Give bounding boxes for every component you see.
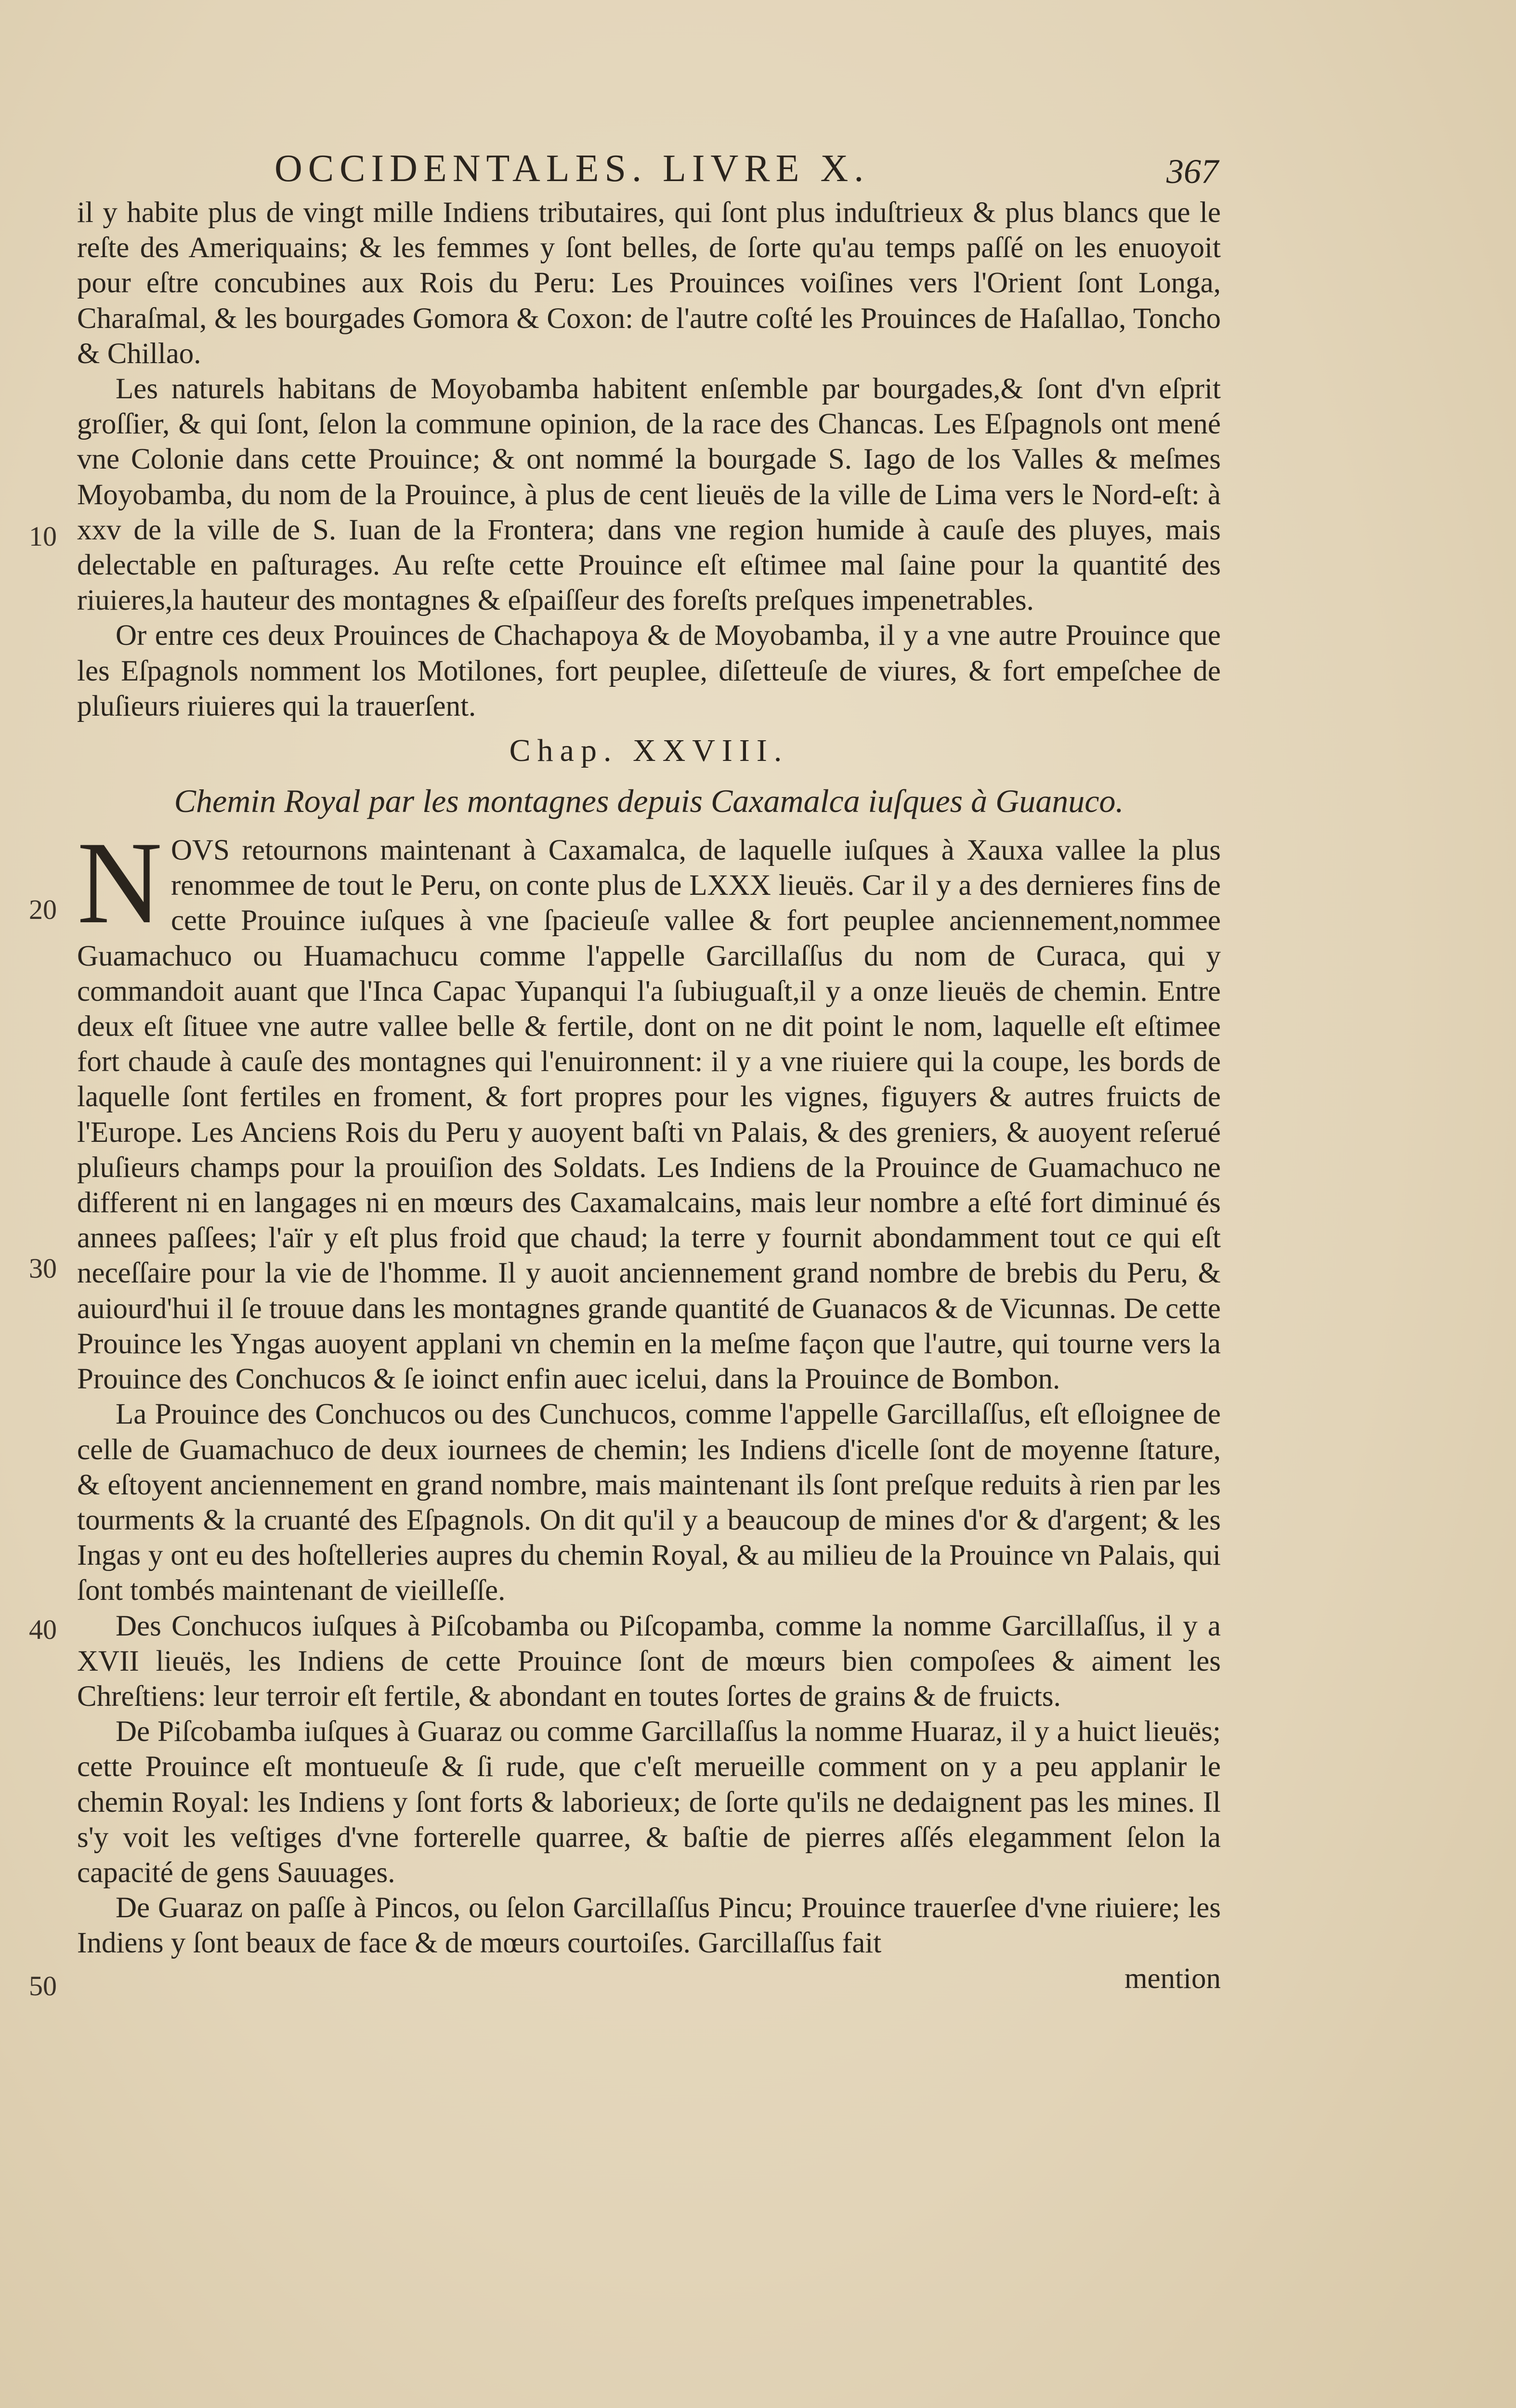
paragraph: Les naturels habitans de Moyobamba habitent enſemble par bourgades,& ſont d'vn eſprit groſſier, & qui ſont, ſelon la commune opinion, de la race des Chancas. Les Eſpagnols ont mené vne Colonie dans cette Prouince; & ont nommé la bourgade S. Iago de los Valles & meſmes Moyobamba, du nom de la Prouince, à plus de cent lieuës de la ville de Lima vers le Nord-eſt: à xxv de la ville de S. Iuan de la Frontera; dans vne region humide à cauſe des pluyes, mais delectable en paſturages. Au reſte cette Prouince eſt eſtimee mal ſaine pour la quantité des riuieres,la hauteur des montagnes & eſpaiſſeur des foreſts preſques impenetrables.	[77, 373, 1221, 617]
paragraph: De Piſcobamba iuſques à Guaraz ou comme Garcillaſſus la nomme Huaraz, il y a huict lieuës; cette Prouince eſt montueuſe & ſi rude, que c'eſt merueille comment on y a peu applanir le chemin Royal: les Indiens y ſont forts & laborieux; de ſorte qu'ils ne dedaignent pas les mines. Il s'y voit les veſtiges d'vne forterelle quarree, & baſtie de pierres aſſés elegamment ſelon la capacité de gens Sauuages.	[77, 1715, 1221, 1889]
paragraph: Des Conchucos iuſques à Piſcobamba ou Piſcopamba, comme la nomme Garcillaſſus, il y a XVII lieuës, les Indiens de cette Prouince ſont de mœurs bien compoſees & aiment les Chreſtiens: leur terroir eſt fertile, & abondant en toutes ſortes de grains & de fruicts.	[77, 1610, 1221, 1713]
paragraph: Or entre ces deux Prouinces de Chachapoya & de Moyobamba, il y a vne autre Prouince que les Eſpagnols nomment los Motilones, fort peuplee, diſetteuſe de viures, & fort empeſchee de pluſieurs riuieres qui la trauerſent.	[77, 619, 1221, 722]
paragraph-text: OVS retournons maintenant à Caxamalca, de laquelle iuſques à Xauxa vallee la plus renommee de tout le Peru, on conte plus de LXXX lieuës. Car il y a des dernieres fins de cette Prouince iuſques à vne ſpacieuſe vallee & fort peuplee anciennement,nommee Guamachuco ou Huamachucu comme l'appelle Garcillaſſus du nom de Curaca, qui y commandoit auant que l'Inca Capac Yupanqui l'a ſubiuguaſt,il y a onze lieuës de chemin. Entre deux eſt ſituee vne autre vallee belle & fertile, dont on ne dit point le nom, laquelle eſt eſtimee fort chaude à cauſe des montagnes qui l'enuironnent: il y a vne riuiere qui la coupe, les bords de laquelle ſont fertiles en froment, & fort propres pour les vignes, figuyers & autres fruicts de l'Europe. Les Anciens Rois du Peru y auoyent baſti vn Palais, & des greniers, & auoyent reſerué pluſieurs champs pour la prouiſion des Soldats. Les Indiens de la Prouince de Guamachuco ne different ni en langages ni en mœurs des Caxamalcains, mais leur nombre a eſté fort diminué és annees paſſees; l'aïr y eſt plus froid que chaud; la terre y fournit abondamment tout ce qui eſt neceſſaire pour la vie de l'homme. Il y auoit anciennement grand nombre de brebis du Peru, & auiourd'hui il ſe trouue dans les montagnes grande quantité de Guanacos & de Vicunnas. De cette Prouince les Yngas auoyent applani vn chemin en la meſme façon que l'autre, qui tourne vers la Prouince des Conchucos & ſe ioinct enfin auec icelui, dans la Prouince de Bombon.	[77, 834, 1221, 1396]
chapter-heading: Chap. XXVIII.	[509, 733, 789, 769]
margin-line-number: 50	[29, 1970, 57, 2002]
catchword: mention	[1124, 1962, 1221, 1995]
margin-line-number: 20	[29, 894, 57, 925]
page-body	[77, 195, 1221, 1996]
page-number: 367	[1166, 152, 1218, 191]
chapter-title: Chemin Royal par les montagnes depuis Caxamalca iuſques à Guanuco.	[174, 783, 1124, 820]
running-head: OCCIDENTALES. LIVRE X.	[274, 147, 870, 190]
margin-line-number: 30	[29, 1253, 57, 1284]
paragraph: La Prouince des Conchucos ou des Cunchucos, comme l'appelle Garcillaſſus, eſt eſloignee de celle de Guamachuco de deux iournees de chemin; les Indiens d'icelle ſont de moyenne ſtature, & eſtoyent anciennement en grand nombre, mais maintenant ils ſont preſque reduits à rien par les tourments & la cruanté des Eſpagnols. On dit qu'il y a beaucoup de mines d'or & d'argent; & les Ingas y ont eu des hoſtelleries aupres du chemin Royal, & au milieu de la Prouince vn Palais, qui ſont tombés maintenant de vieilleſſe.	[77, 1398, 1221, 1607]
paragraph: il y habite plus de vingt mille Indiens tributaires, qui ſont plus induſtrieux & plus blancs que le reſte des Ameriquains; & les femmes y ſont belles, de ſorte qu'au temps paſſé on les enuoyoit pour eſtre concubines aux Rois du Peru: Les Prouinces voiſines vers l'Orient ſont Longa, Charaſmal, & les bourgades Gomora & Coxon: de l'autre coſté les Prouinces de Haſallao, Toncho & Chillao.	[77, 196, 1221, 370]
margin-line-number: 10	[29, 521, 57, 552]
page-header	[159, 147, 1218, 200]
paragraph: De Guaraz on paſſe à Pincos, ou ſelon Garcillaſſus Pincu; Prouince trauerſee d'vne riuiere; les Indiens y ſont beaux de face & de mœurs courtoiſes. Garcillaſſus fait	[77, 1892, 1221, 1960]
margin-line-number: 40	[29, 1614, 57, 1645]
paragraph-with-drop-cap	[77, 817, 1221, 1397]
drop-cap: N	[77, 817, 162, 948]
